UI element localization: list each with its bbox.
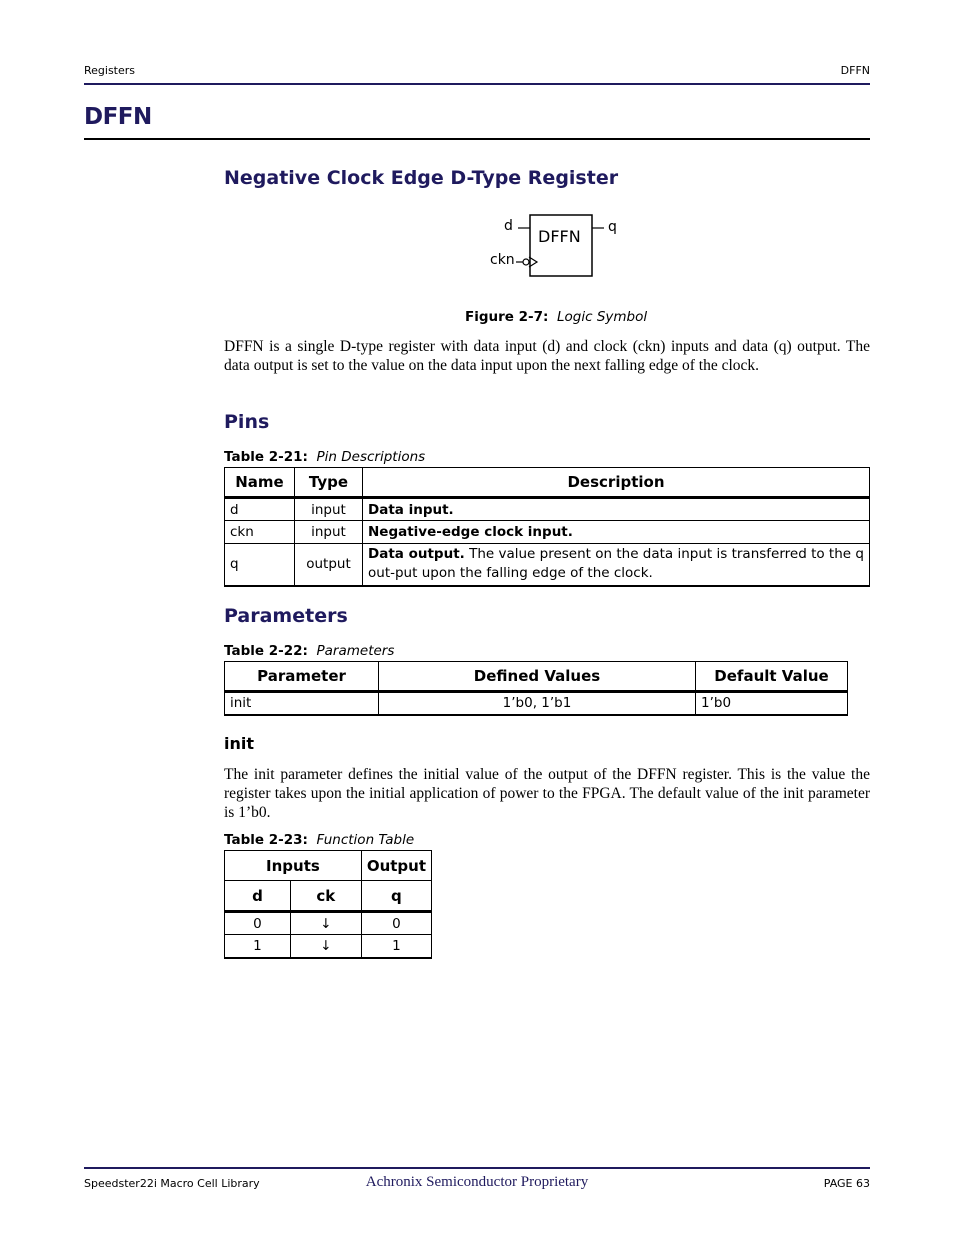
function-d: 1 (225, 935, 291, 958)
pins-caption-label: Table 2-21: (224, 449, 308, 465)
params-caption-label: Table 2-22: (224, 643, 308, 659)
function-group-output: Output (361, 851, 431, 881)
falling-edge-arrow-icon: ↓ (290, 935, 361, 958)
function-col-ck: ck (290, 881, 361, 912)
table-row (225, 521, 870, 544)
pins-caption (224, 449, 425, 465)
pin-type: input (295, 498, 363, 521)
symbol-pin-q: q (608, 219, 617, 235)
pin-name: q (225, 544, 295, 586)
pins-caption-text: Pin Descriptions (316, 449, 426, 465)
footer-center: Achronix Semiconductor Proprietary (365, 1174, 589, 1190)
function-q: 0 (361, 912, 431, 935)
function-group-row (225, 851, 432, 881)
pin-description (363, 498, 870, 521)
params-header-row (225, 662, 848, 692)
figure-caption (465, 309, 647, 325)
intro-paragraph: DFFN is a single D-type register with data input (d) and clock (ckn) inputs and data (q) output. The data output is set to the value on the data input upon the next falling edge of the clock. (224, 338, 870, 374)
function-group-inputs: Inputs (225, 851, 362, 881)
param-default-value: 1’b0 (696, 692, 848, 715)
symbol-box-label: DFFN (538, 227, 581, 246)
pins-header-description: Description (363, 468, 870, 498)
pins-table (224, 467, 870, 587)
function-caption-label: Table 2-23: (224, 832, 308, 848)
pin-name: d (225, 498, 295, 521)
params-header-default-value: Default Value (696, 662, 848, 692)
function-caption-text: Function Table (316, 832, 415, 848)
params-header-defined-values: Defined Values (379, 662, 696, 692)
function-col-d: d (225, 881, 291, 912)
param-defined-values: 1’b0, 1’b1 (379, 692, 696, 715)
header-rule (84, 83, 870, 85)
figure-caption-text: Logic Symbol (557, 309, 648, 325)
pin-description-bold: Negative-edge clock input. (368, 524, 573, 540)
header-right: DFFN (840, 64, 870, 77)
init-paragraph: The init parameter defines the initial value of the output of the DFFN register. This is the value the register takes upon the initial application of power to the FPGA. The default value of the init parameter is 1’b0. (224, 766, 870, 821)
function-header-row (225, 881, 432, 912)
pins-header-row (225, 468, 870, 498)
table-row (225, 544, 870, 586)
pin-description-text: The value present on the data input is transferred to the q out-put upon the falling edge of the clock. (368, 546, 864, 582)
params-caption (224, 643, 394, 659)
pin-description-bold: Data output. (368, 546, 465, 563)
pin-type: input (295, 521, 363, 544)
title-rule (84, 138, 870, 140)
function-table (224, 850, 432, 959)
figure-caption-label: Figure 2-7: (465, 309, 549, 325)
function-q: 1 (361, 935, 431, 958)
params-caption-text: Parameters (316, 643, 395, 659)
footer-left: Speedster22i Macro Cell Library (84, 1177, 260, 1190)
table-row (225, 692, 848, 715)
symbol-pin-ckn: ckn (490, 252, 515, 268)
header-left: Registers (84, 64, 136, 77)
table-row (225, 912, 432, 935)
function-table-caption (224, 832, 414, 848)
pins-header-type: Type (295, 468, 363, 498)
falling-edge-arrow-icon: ↓ (290, 912, 361, 935)
pin-description (363, 544, 870, 586)
function-d: 0 (225, 912, 291, 935)
footer-rule (84, 1167, 870, 1169)
pins-header-name: Name (225, 468, 295, 498)
table-row (225, 498, 870, 521)
symbol-pin-d: d (504, 218, 513, 234)
init-heading: init (224, 734, 255, 753)
footer-page-number: PAGE 63 (823, 1177, 870, 1190)
logic-symbol (480, 205, 640, 285)
inversion-bubble (523, 259, 529, 265)
pins-heading: Pins (224, 411, 270, 433)
param-name: init (225, 692, 379, 715)
params-header-parameter: Parameter (225, 662, 379, 692)
table-row (225, 935, 432, 958)
function-col-q: q (361, 881, 431, 912)
parameters-heading: Parameters (224, 605, 348, 627)
pin-type: output (295, 544, 363, 586)
pin-name: ckn (225, 521, 295, 544)
page-title: DFFN (84, 104, 152, 130)
pin-description-bold: Data input. (368, 501, 454, 518)
parameters-table (224, 661, 848, 716)
section-title: Negative Clock Edge D-Type Register (224, 167, 619, 189)
pin-description (363, 521, 870, 544)
